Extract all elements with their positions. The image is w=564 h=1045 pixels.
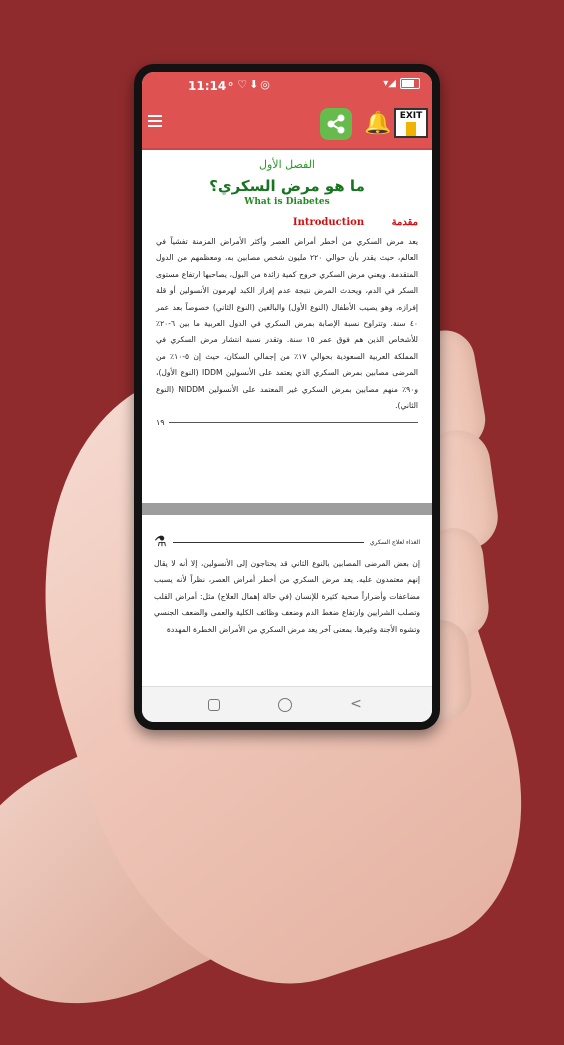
flask-icon: ⚗ — [154, 534, 167, 550]
battery-icon — [400, 78, 420, 89]
phone-frame — [134, 64, 440, 730]
book-page-2 — [142, 516, 432, 638]
status-time: 11:14 — [188, 79, 227, 93]
page-separator — [142, 503, 432, 515]
page-running-header — [154, 534, 420, 550]
running-header-text: الغذاء لعلاج السكري — [369, 538, 420, 546]
bell-icon: 🔔 — [364, 111, 392, 136]
status-notification-icons: ⚬♡⬇◎ — [226, 78, 272, 91]
share-button[interactable] — [320, 108, 352, 140]
share-icon — [320, 108, 352, 140]
page-body-text: يعد مرض السكري من أخطر أمراض العصر وأكثر الأمراض المزمنة تفشياً في العالم، حيث يقدر بأن حوالي ٢٢٠ مليون شخص مصابين به، ومعظمهم من الدول المتقدمة. ويعني مرض السكري خروج كمية زائدة من البول، يصاحبها ارتفاع مستوى السكر في الدم، ويحدث المرض نتيجة عدم إفراز الكبد لهرمون الأنسولين أو قلة إفرازه، وهو يصيب الأطفال (النوع الأول) والبالغين (النوع الثاني) خصوصاً بعد عمر ٤٠ سنة. وتتراوح نسبة الإصابة بمرض السكري في الدول العربية ما بين ٦-٢٠٪ للأشخاص الذين هم فوق عمر ١٥ سنة. وتقدر نسبة انتشار مرض السكري في المملكة العربية السعودية بحوالي ١٧٪ من إجمالي السكان، حيث إن ٥-١٠٪ من المرضى مصابين بمرض السكري الذي يعتمد على الأنسولين IDDM (النوع الأول)، و٩٠٪ منهم مصابين بمرض السكري غير المعتمد على الأنسولين NIDDM (النوع الثاني). — [156, 237, 419, 411]
footer-divider — [169, 422, 418, 423]
section-heading — [156, 217, 418, 228]
exit-button[interactable] — [394, 108, 428, 138]
app-toolbar — [142, 100, 432, 150]
section-heading-arabic: مقدمة — [391, 217, 418, 228]
page-number: ١٩ — [156, 418, 165, 428]
page-footer — [156, 418, 418, 427]
back-icon[interactable]: < — [350, 696, 362, 712]
home-icon[interactable] — [278, 698, 292, 712]
menu-icon[interactable] — [148, 112, 162, 130]
page-body-text: إن بعض المرضى المصابين بالنوع الثاني قد يحتاجون إلى الأنسولين، إلا أنه لا يقال إنهم معتمدون عليه. يعد مرض السكري من أخطر أمراض العصر، نظراً لأنه يسبب مضاعفات وأضراراً صحية كثيرة للإنسان (في حالة إهمال العلاج) مثل: أمراض القلب وتصلب الشرايين وارتفاع ضغط الدم وضعف وظائف الكلية والعمى والضعف الجنسي وتشوه الأجنة وغيرها. بمعنى آخر يعد مرض السكري من الأمراض الخطرة المهددة — [154, 559, 420, 634]
book-page-1 — [142, 150, 432, 427]
system-nav-bar — [142, 686, 432, 722]
notification-bell-button[interactable] — [364, 110, 390, 138]
exit-label: EXIT — [399, 111, 423, 121]
recent-apps-icon[interactable] — [208, 699, 220, 711]
status-bar — [142, 72, 432, 100]
header-divider — [173, 542, 364, 543]
chapter-title-english: What is Diabetes — [244, 197, 330, 207]
chapter-label: الفصل الأول — [259, 158, 315, 171]
phone-screen — [142, 72, 432, 722]
exit-door-icon — [406, 122, 416, 136]
status-system-icons — [383, 78, 420, 89]
section-heading-english: Introduction — [292, 217, 365, 228]
signal-icon: ▾◢ — [383, 78, 396, 89]
chapter-title-arabic: ما هو مرض السكري؟ — [209, 177, 365, 195]
